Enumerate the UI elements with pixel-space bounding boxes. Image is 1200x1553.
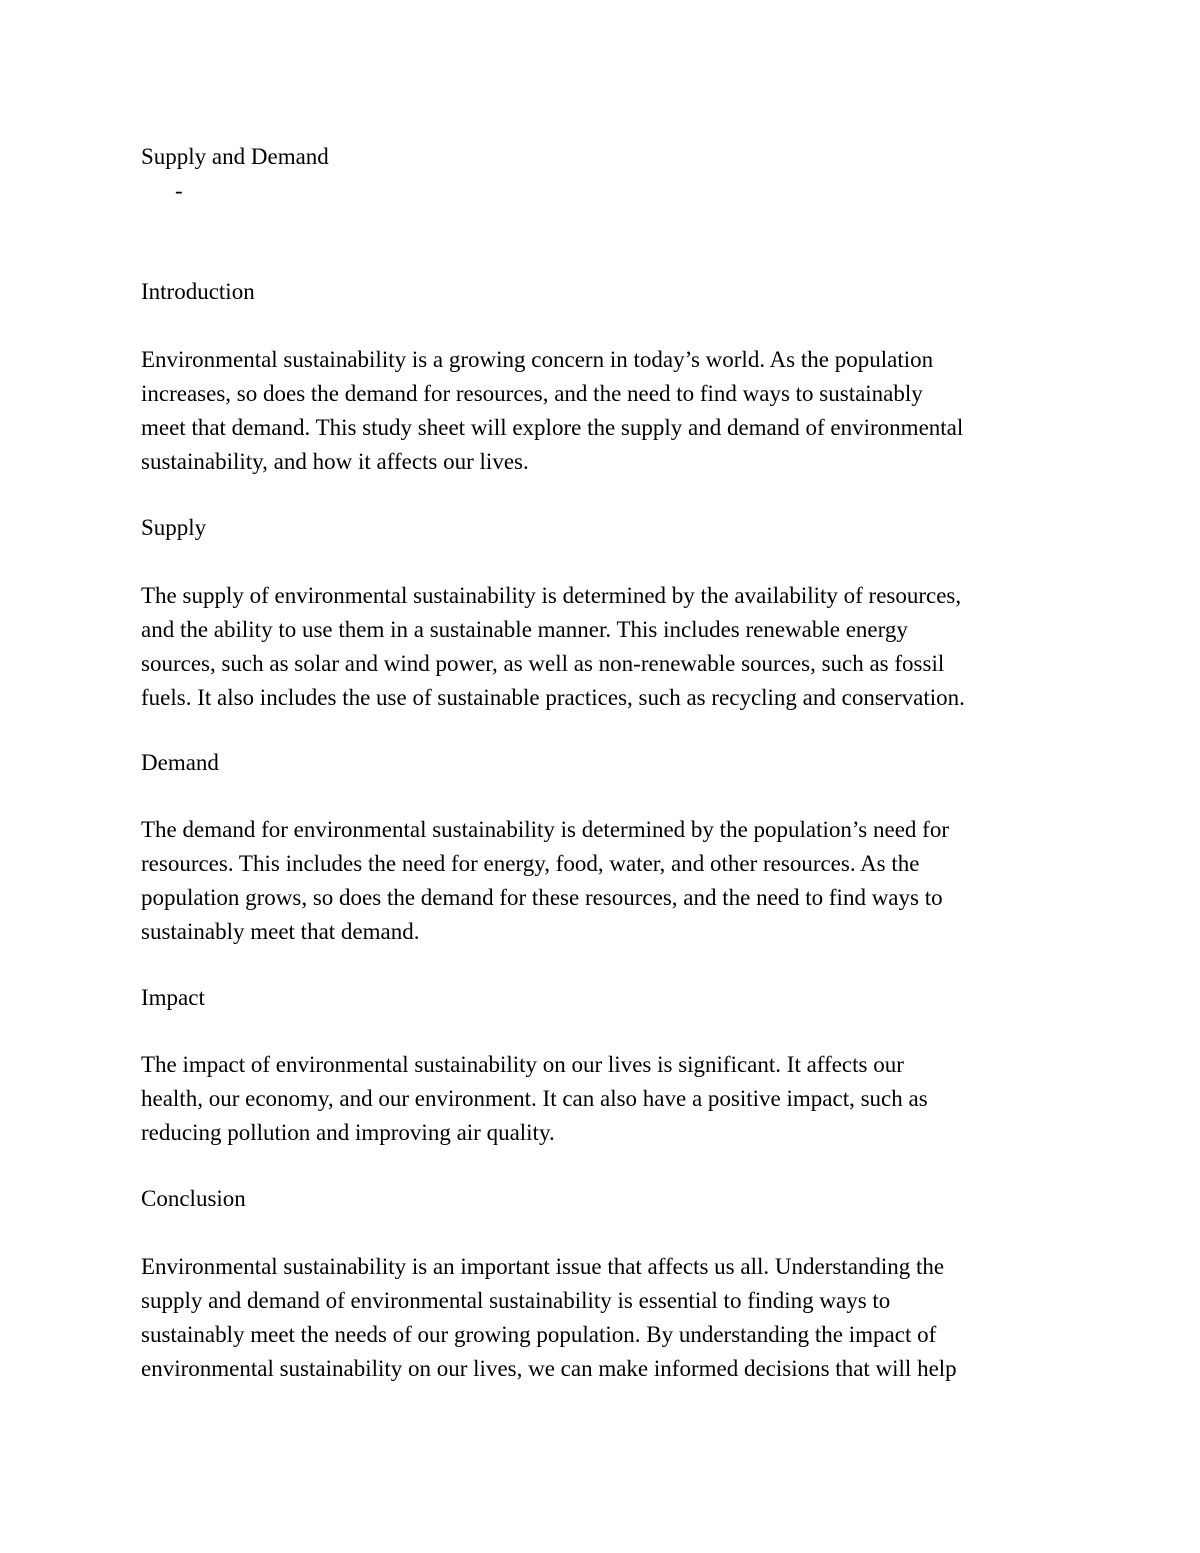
section-impact-body: [141, 1048, 1061, 1150]
section-heading: Conclusion: [141, 1186, 246, 1211]
dash-marker: -: [175, 178, 183, 203]
paragraph-line: supply and demand of environmental sustainability is essential to finding ways to: [141, 1288, 891, 1313]
section-heading: Impact: [141, 985, 205, 1010]
section-heading: Supply: [141, 515, 207, 540]
section-supply: [141, 511, 1061, 545]
section-conclusion-body: [141, 1250, 1061, 1386]
paragraph: [141, 1250, 1061, 1386]
paragraph-line: The supply of environmental sustainability is determined by the availability of resources,: [141, 583, 962, 608]
paragraph: [141, 1048, 1061, 1150]
paragraph-line: resources. This includes the need for energy, food, water, and other resources. As the: [141, 851, 920, 876]
paragraph-line: sustainably meet the needs of our growing population. By understanding the impact of: [141, 1322, 937, 1347]
paragraph-line: sources, such as solar and wind power, as well as non-renewable sources, such as fossil: [141, 651, 945, 676]
paragraph-line: sustainably meet that demand.: [141, 919, 420, 944]
section-impact: [141, 981, 1061, 1015]
paragraph: [141, 813, 1061, 949]
paragraph-line: The demand for environmental sustainability is determined by the population’s need for: [141, 817, 949, 842]
section-demand-body: [141, 813, 1061, 949]
paragraph-line: reducing pollution and improving air quality.: [141, 1120, 555, 1145]
paragraph-line: meet that demand. This study sheet will explore the supply and demand of environmental: [141, 415, 964, 440]
paragraph-line: and the ability to use them in a sustainable manner. This includes renewable energy: [141, 617, 908, 642]
paragraph-line: increases, so does the demand for resources, and the need to find ways to sustainably: [141, 381, 923, 406]
section-supply-body: [141, 579, 1061, 715]
document-title: Supply and Demand: [141, 144, 329, 169]
paragraph-line: Environmental sustainability is a growing concern in today’s world. As the population: [141, 347, 934, 372]
section-heading: Introduction: [141, 279, 255, 304]
section-introduction: [141, 275, 1061, 309]
section-demand: [141, 746, 1061, 780]
section-heading: Demand: [141, 750, 219, 775]
paragraph-line: population grows, so does the demand for these resources, and the need to find ways to: [141, 885, 943, 910]
paragraph-line: sustainability, and how it affects our lives.: [141, 449, 529, 474]
section-introduction-body: [141, 343, 1061, 479]
paragraph-line: Environmental sustainability is an important issue that affects us all. Understanding the: [141, 1254, 945, 1279]
paragraph-line: environmental sustainability on our lives, we can make informed decisions that will help: [141, 1356, 957, 1381]
paragraph-line: The impact of environmental sustainability on our lives is significant. It affects our: [141, 1052, 904, 1077]
paragraph-line: fuels. It also includes the use of sustainable practices, such as recycling and conservation.: [141, 685, 965, 710]
paragraph-line: health, our economy, and our environment. It can also have a positive impact, such as: [141, 1086, 928, 1111]
paragraph: [141, 579, 1061, 715]
section-conclusion: [141, 1182, 1061, 1216]
paragraph: [141, 343, 1061, 479]
